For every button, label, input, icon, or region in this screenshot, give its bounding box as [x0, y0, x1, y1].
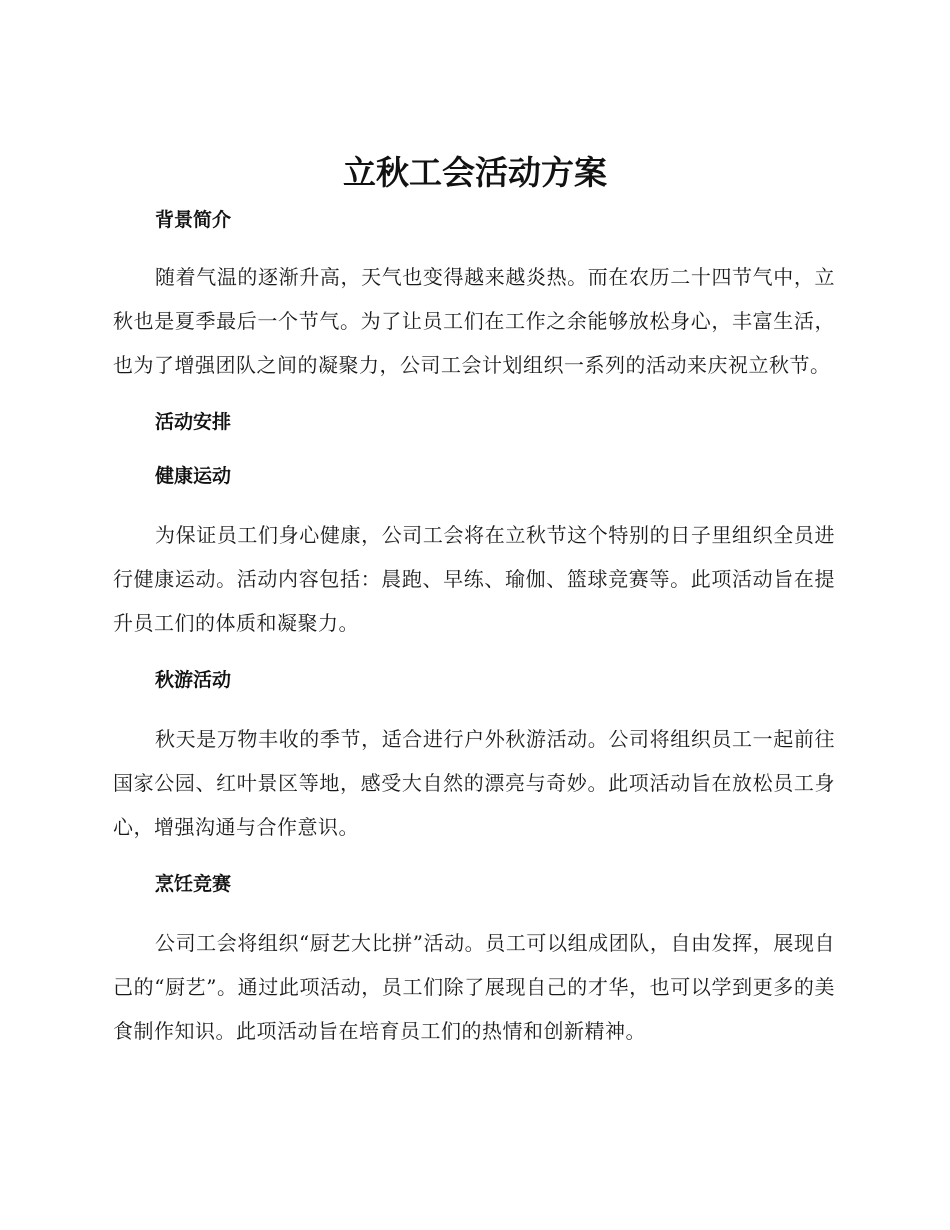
- paragraph-health: 为保证员工们身心健康，公司工会将在立秋节这个特别的日子里组织全员进行健康运动。活动内容包括：晨跑、早练、瑜伽、篮球竞赛等。此项活动旨在提升员工们的体质和凝聚力。: [113, 523, 835, 635]
- section-heading-arrangement: 活动安排: [155, 411, 232, 433]
- document-title: 立秋工会活动方案: [343, 153, 607, 192]
- paragraph-autumn-trip: 秋天是万物丰收的季节，适合进行户外秋游活动。公司将组织员工一起前往国家公园、红叶景区等地，感受大自然的漂亮与奇妙。此项活动旨在放松员工身心，增强沟通与合作意识。: [113, 727, 835, 839]
- section-heading-health: 健康运动: [155, 465, 232, 487]
- paragraph-cooking: 公司工会将组织“厨艺大比拼”活动。员工可以组成团队，自由发挥，展现自己的“厨艺”。通过此项活动，员工们除了展现自己的才华，也可以学到更多的美食制作知识。此项活动旨在培育员工们的热情和创新精神。: [113, 931, 835, 1043]
- section-heading-cooking: 烹饪竞赛: [155, 873, 232, 895]
- document-body: [113, 202, 835, 1053]
- section-heading-background: 背景简介: [155, 209, 232, 231]
- section-heading-autumn-trip: 秋游活动: [155, 669, 232, 691]
- paragraph-background: 随着气温的逐渐升高，天气也变得越来越炎热。而在农历二十四节气中，立秋也是夏季最后一个节气。为了让员工们在工作之余能够放松身心，丰富生活，也为了增强团队之间的凝聚力，公司工会计划组织一系列的活动来庆祝立秋节。: [113, 265, 835, 377]
